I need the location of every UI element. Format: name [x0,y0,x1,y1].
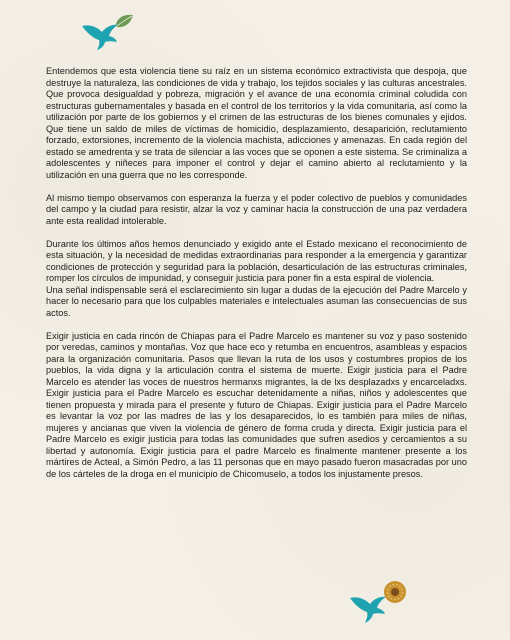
paragraph-collective-power: Al mismo tiempo observamos con esperanza la fuerza y el poder colectivo de pueblos y comunidades del campo y la ciudad para resistir, alzar la voz y caminar hacia la construcción de una paz verdadera ante esta realidad intolerable. [46,192,467,226]
document-body [46,66,467,492]
dove-with-leaf-logo-icon [80,12,136,52]
paragraph-demands: Durante los últimos años hemos denunciado y exigido ante el Estado mexicano el reconocimiento de esta situación, y la necesidad de medidas extraordinarias para responder a la emergencia y garantizar condiciones de protección y seguridad para la población, desarticulación de las estructuras criminales, romper los círculos de impunidad, y conseguir justicia para poner fin a esta espiral de violencia. [46,238,467,283]
dove-icon [350,597,386,623]
paragraph-clarification: Una señal indispensable será el esclarecimiento sin lugar a dudas de la ejecución del Padre Marcelo y hacer lo necesario para que los culpables materiales e intelectuales asuman las consecuencias de sus actos. [46,284,467,318]
dove-with-flower-logo-icon [348,578,408,626]
dove-icon [82,25,118,50]
paragraph-root-cause: Entendemos que esta violencia tiene su raíz en un sistema económico extractivista que despoja, que destruye la naturaleza, las condiciones de vida y trabajo, los tejidos sociales y las culturas ancestrales. Que provoca desigualdad y pobreza, migración y el avance de una economía criminal coludida con estructuras gubernamentales y basada en el control de los territorios y la vida comunitaria, así como la utilización por parte de los gobiernos y el crimen de las estructuras de los bienes comunales y ejidos. Que tiene un saldo de miles de víctimas de homicidio, desplazamiento, desaparición, reclutamiento forzado, extorsiones, incremento de la violencia machista, adicciones y amenazas. En cada región del estado se amedrenta y se trata de silenciar a las voces que se oponen a este sistema. Se criminaliza a adolescentes y niñeces para imponer el control y dejar el camino abierto al reclutamiento y la utilización en una guerra que no les corresponde. [46,66,467,180]
leaf-icon [116,15,133,27]
paragraph-justice-for-padre-marcelo: Exigir justicia en cada rincón de Chiapas para el Padre Marcelo es mantener su voz y paso sostenido por veredas, caminos y montañas. Voz que hace eco y retumba en encuentros, asambleas y espacios para la organización comunitaria. Pasos que llevan la ruta de los usos y costumbres propios de los pueblos, la vida digna y la articulación contra el sistema de muerte. Exigir justicia para el Padre Marcelo es atender las voces de nuestros hermanxs migrantes, la de lxs desplazadxs y encarceladxs. Exigir justicia para el Padre Marcelo es escuchar detenidamente a niñas, niños y adolescentes que tienen propuesta y mirada para el presente y futuro de Chiapas. Exigir justicia para el Padre Marcelo es levantar la voz por las madres de las y los desaparecidos, lo es también para miles de niñas, mujeres y ancianas que viven la violencia de género de forma cruda y directa. Exigir justicia para el Padre Marcelo es exigir justicia para todas las comunidades que sufren asedios y cercamientos a su libertad y autonomía. Exigir justicia para el padre Marcelo es finalmente mantener presente a los mártires de Acteal, a Simón Pedro, a las 11 personas que en mayo pasado fueron masacradas por uno de los cárteles de la droga en el municipio de Chicomuselo, a todos los injustamente presos. [46,330,467,479]
flower-icon [384,581,406,603]
